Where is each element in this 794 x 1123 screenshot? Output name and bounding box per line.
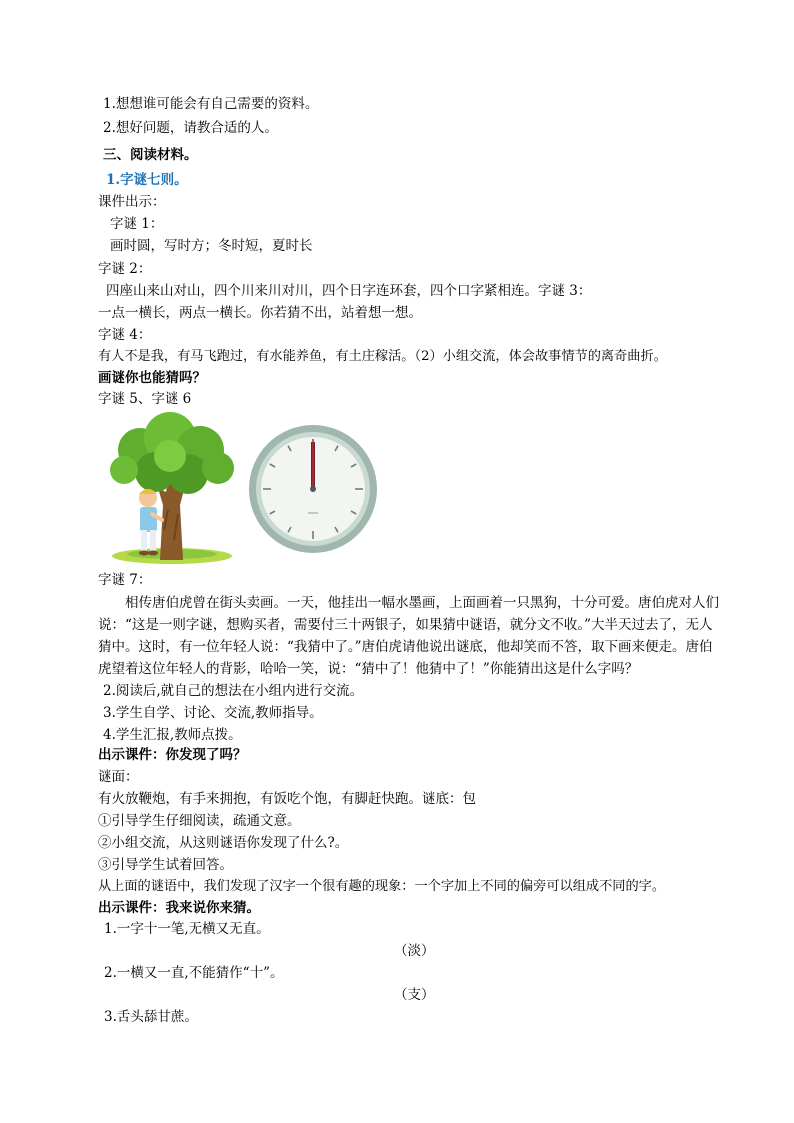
answer-text: （支） xyxy=(394,987,435,1003)
text-line: ①引导学生仔细阅读，疏通文意。 xyxy=(98,813,301,829)
text-line: 4.学生汇报,教师点拨。 xyxy=(103,727,242,743)
text-line: 3.学生自学、讨论、交流,教师指导。 xyxy=(103,705,323,721)
wall-clock-illustration xyxy=(246,422,380,556)
text-line: 2.想好问题，请教合适的人。 xyxy=(103,120,278,136)
text-line: 有火放鞭炮，有手来拥抱，有饭吃个饱，有脚赶快跑。谜底：包 xyxy=(98,791,476,807)
text-line: 课件出示： xyxy=(98,194,166,210)
bold-heading: 出示课件：你发现了吗？ xyxy=(98,747,247,763)
text-line: 一点一横长，两点一横长。你若猜不出，站着想一想。 xyxy=(98,305,422,321)
text-line: ③引导学生试着回答。 xyxy=(98,857,233,873)
bold-heading: 出示课件：我来说你来猜。 xyxy=(98,900,260,916)
text-line: 有人不是我，有马飞跑过，有水能养鱼，有土庄稼活。（2）小组交流，体会故事情节的离奇曲折。 xyxy=(98,349,667,364)
section-heading: 三、阅读材料。 xyxy=(103,147,198,163)
text-line: 画时圆，写时方；冬时短，夏时长 xyxy=(110,238,313,254)
text-line: 四座山来山对山，四个川来川对川，四个日字连环套，四个口字紧相连。字谜 3： xyxy=(106,283,592,299)
bold-heading: 画谜你也能猜吗？ xyxy=(98,370,206,386)
text-line: 1.想想谁可能会有自己需要的资料。 xyxy=(103,96,319,112)
text-line: 字谜 2： xyxy=(98,261,152,277)
text-line: 2.阅读后,就自己的想法在小组内进行交流。 xyxy=(103,683,364,699)
text-line: 字谜 4： xyxy=(98,327,152,343)
subsection-heading: 1.字谜七则。 xyxy=(106,172,188,188)
text-line: ②小组交流，从这则谜语你发现了什么?。 xyxy=(98,835,349,851)
text-line: 1.一字十一笔,无横又无直。 xyxy=(104,921,270,937)
text-line: 字谜 1： xyxy=(110,216,164,232)
text-line: 字谜 7： xyxy=(98,572,152,588)
text-line: 3.舌头舔甘蔗。 xyxy=(104,1009,198,1025)
text-line: 字谜 5、字谜 6 xyxy=(98,391,192,407)
story-paragraph: 相传唐伯虎曾在街头卖画。一天，他挂出一幅水墨画，上面画着一只黑狗，十分可爱。唐伯虎对人们说：“这是一则字谜，想购买者，需要付三十两银子，如果猜中谜语，就分文不收。”大半天过去了，无人猜中。这时，有一位年轻人说：“我猜中了。”唐伯虎请他说出谜底，他却笑而不答，取下画来便走。唐伯虎望着这位年轻人的背影，哈哈一笑，说：“猜中了！他猜中了！”你能猜出这是什么字吗？ xyxy=(98,595,719,677)
text-line: 从上面的谜语中，我们发现了汉字一个很有趣的现象：一个字加上不同的偏旁可以组成不同的字。 xyxy=(98,879,666,894)
text-line: 谜面： xyxy=(98,769,139,785)
text-line: 2.一横又一直,不能猜作“十”。 xyxy=(104,965,284,981)
answer-text: （淡） xyxy=(394,943,435,959)
tree-with-boy-illustration xyxy=(100,410,240,565)
